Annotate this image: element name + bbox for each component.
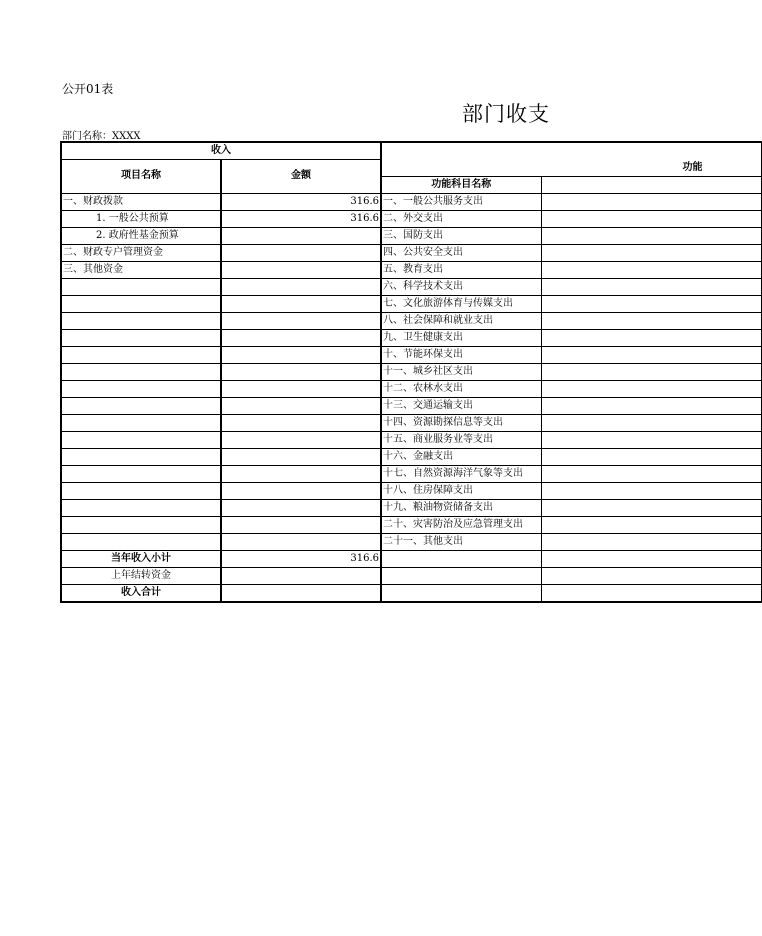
subtotal-row xyxy=(61,550,761,567)
income-amount-cell xyxy=(221,329,381,346)
expense-amount-cell xyxy=(541,397,761,414)
expense-item-cell: 五、教育支出 xyxy=(381,261,541,278)
income-amount-cell xyxy=(221,533,381,550)
expense-amount-cell xyxy=(541,346,761,363)
income-item-cell xyxy=(61,499,221,516)
expense-amount-cell xyxy=(541,465,761,482)
expense-amount-cell xyxy=(541,448,761,465)
expense-amount-cell xyxy=(541,533,761,550)
form-number: 公开01表 xyxy=(62,82,114,96)
budget-table-viewport xyxy=(60,141,703,598)
expense-amount-cell xyxy=(541,312,761,329)
income-item-cell xyxy=(61,516,221,533)
expense-amount-cell xyxy=(541,516,761,533)
subtotal-row-expense-amount xyxy=(541,550,761,567)
table-row xyxy=(61,499,761,516)
col-header-amount: 金额 xyxy=(221,160,381,194)
expense-item-cell: 十一、城乡社区支出 xyxy=(381,363,541,380)
table-row xyxy=(61,516,761,533)
income-amount-cell xyxy=(221,346,381,363)
table-row xyxy=(61,397,761,414)
income-item-cell: 一、财政拨款 xyxy=(61,193,221,210)
expense-amount-cell xyxy=(541,431,761,448)
expense-amount-cell xyxy=(541,210,761,227)
expense-amount-cell xyxy=(541,482,761,499)
expense-item-cell: 十七、自然资源海洋气象等支出 xyxy=(381,465,541,482)
expense-item-cell: 二十、灾害防治及应急管理支出 xyxy=(381,516,541,533)
table-row xyxy=(61,482,761,499)
income-item-cell xyxy=(61,380,221,397)
expense-item-cell: 二、外交支出 xyxy=(381,210,541,227)
total-row xyxy=(61,584,761,602)
income-item-cell xyxy=(61,312,221,329)
col-header-func-amount xyxy=(541,176,761,193)
expense-item-cell: 四、公共安全支出 xyxy=(381,244,541,261)
income-amount-cell xyxy=(221,431,381,448)
department-name: 部门名称：XXXX xyxy=(62,131,141,142)
table-row xyxy=(61,465,761,482)
table-row xyxy=(61,329,761,346)
expense-item-cell: 十四、资源勘探信息等支出 xyxy=(381,414,541,431)
expense-item-cell: 九、卫生健康支出 xyxy=(381,329,541,346)
income-item-cell xyxy=(61,278,221,295)
carryover-row-amount xyxy=(221,567,381,584)
expense-item-cell: 三、国防支出 xyxy=(381,227,541,244)
income-amount-cell xyxy=(221,261,381,278)
income-amount-cell xyxy=(221,482,381,499)
income-amount-cell xyxy=(221,227,381,244)
income-item-cell xyxy=(61,295,221,312)
income-item-cell: 1. 一般公共预算 xyxy=(61,210,221,227)
expense-amount-cell xyxy=(541,278,761,295)
expense-amount-cell xyxy=(541,380,761,397)
expense-item-cell: 一、一般公共服务支出 xyxy=(381,193,541,210)
table-row xyxy=(61,346,761,363)
expense-amount-cell xyxy=(541,414,761,431)
table-row xyxy=(61,448,761,465)
table-row xyxy=(61,227,761,244)
income-amount-cell xyxy=(221,278,381,295)
income-amount-cell: 316.6 xyxy=(221,210,381,227)
carryover-row-expense-cell xyxy=(381,567,541,584)
table-row xyxy=(61,312,761,329)
income-item-cell: 三、其他资金 xyxy=(61,261,221,278)
table-row xyxy=(61,244,761,261)
income-item-cell xyxy=(61,482,221,499)
col-header-func-item: 功能科目名称 xyxy=(381,176,541,193)
table-row xyxy=(61,363,761,380)
income-amount-cell: 316.6 xyxy=(221,193,381,210)
table-row xyxy=(61,261,761,278)
income-item-cell: 2. 政府性基金预算 xyxy=(61,227,221,244)
table-row xyxy=(61,380,761,397)
income-item-cell xyxy=(61,448,221,465)
table-row xyxy=(61,210,761,227)
income-amount-cell xyxy=(221,465,381,482)
expense-item-cell: 十九、粮油物资储备支出 xyxy=(381,499,541,516)
income-item-cell xyxy=(61,397,221,414)
carryover-row xyxy=(61,567,761,584)
expense-item-cell: 八、社会保障和就业支出 xyxy=(381,312,541,329)
expense-item-cell: 二十一、其他支出 xyxy=(381,533,541,550)
table-row xyxy=(61,414,761,431)
expense-amount-cell xyxy=(541,363,761,380)
income-amount-cell xyxy=(221,244,381,261)
table-row xyxy=(61,278,761,295)
expense-item-cell: 十八、住房保障支出 xyxy=(381,482,541,499)
carryover-row-label: 上年结转资金 xyxy=(61,567,221,584)
income-amount-cell xyxy=(221,414,381,431)
expense-amount-cell xyxy=(541,227,761,244)
expense-amount-cell xyxy=(541,295,761,312)
income-amount-cell xyxy=(221,380,381,397)
income-amount-cell xyxy=(221,448,381,465)
expense-item-cell: 十、节能环保支出 xyxy=(381,346,541,363)
total-row-expense-cell xyxy=(381,584,541,602)
page-title: 部门收支 xyxy=(462,102,550,126)
expense-item-cell: 十五、商业服务业等支出 xyxy=(381,431,541,448)
expense-amount-cell xyxy=(541,261,761,278)
income-amount-cell xyxy=(221,397,381,414)
subtotal-row-amount: 316.6 xyxy=(221,550,381,567)
income-item-cell xyxy=(61,465,221,482)
expense-amount-cell xyxy=(541,499,761,516)
income-amount-cell xyxy=(221,312,381,329)
total-row-expense-amount xyxy=(541,584,761,602)
expense-amount-cell xyxy=(541,244,761,261)
subtotal-row-label: 当年收入小计 xyxy=(61,550,221,567)
expense-item-cell: 七、文化旅游体育与传媒支出 xyxy=(381,295,541,312)
income-amount-cell xyxy=(221,363,381,380)
income-amount-cell xyxy=(221,499,381,516)
total-row-label: 收入合计 xyxy=(61,584,221,602)
carryover-row-expense-amount xyxy=(541,567,761,584)
income-item-cell xyxy=(61,533,221,550)
income-item-cell xyxy=(61,346,221,363)
expense-item-cell: 六、科学技术支出 xyxy=(381,278,541,295)
total-row-amount xyxy=(221,584,381,602)
budget-table xyxy=(60,141,762,603)
expense-item-cell: 十二、农林水支出 xyxy=(381,380,541,397)
expense-amount-cell xyxy=(541,329,761,346)
income-item-cell xyxy=(61,329,221,346)
income-amount-cell xyxy=(221,295,381,312)
expense-item-cell: 十六、金融支出 xyxy=(381,448,541,465)
expense-item-cell: 十三、交通运输支出 xyxy=(381,397,541,414)
income-item-cell xyxy=(61,431,221,448)
table-row xyxy=(61,295,761,312)
income-section-header: 收入 xyxy=(61,142,381,160)
expense-section-header xyxy=(381,142,761,160)
income-item-cell xyxy=(61,414,221,431)
table-row xyxy=(61,193,761,210)
col-header-item: 项目名称 xyxy=(61,160,221,194)
table-row xyxy=(61,431,761,448)
income-item-cell: 二、财政专户管理资金 xyxy=(61,244,221,261)
income-item-cell xyxy=(61,363,221,380)
expense-amount-cell xyxy=(541,193,761,210)
table-row xyxy=(61,533,761,550)
income-amount-cell xyxy=(221,516,381,533)
col-header-func: 功能 xyxy=(381,160,761,177)
subtotal-row-expense-cell xyxy=(381,550,541,567)
